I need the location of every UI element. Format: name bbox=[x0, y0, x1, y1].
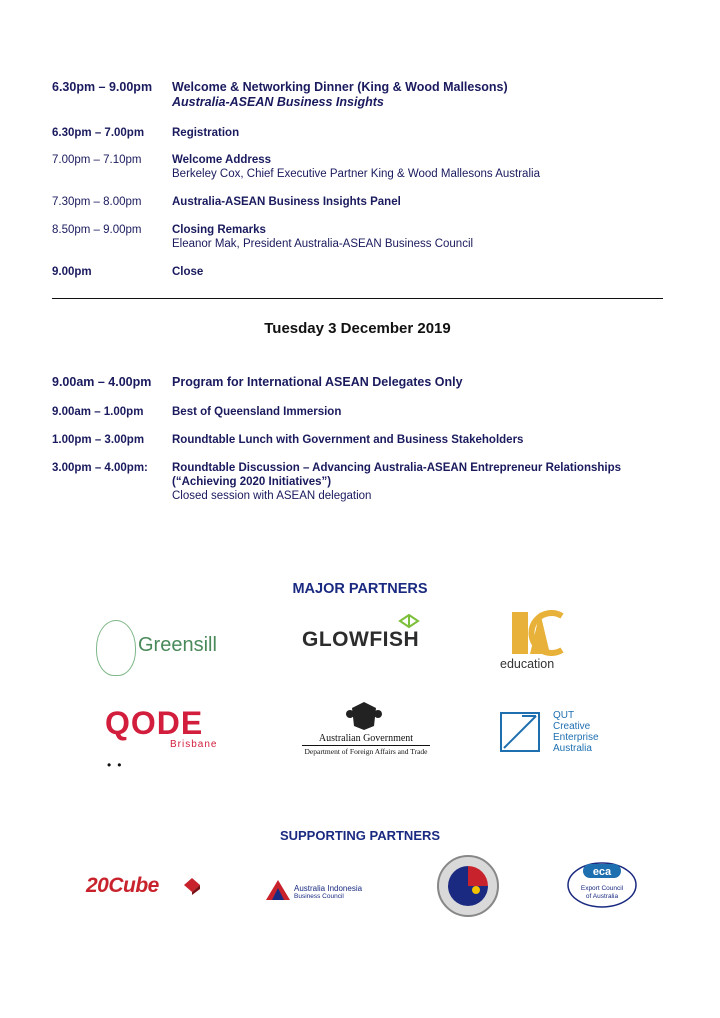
schedule-title: Best of Queensland Immersion bbox=[172, 406, 342, 418]
schedule-time: 7.00pm – 7.10pm bbox=[52, 154, 142, 166]
day-heading: Tuesday 3 December 2019 bbox=[264, 320, 451, 337]
20cube-logo: 20Cube bbox=[86, 874, 159, 897]
schedule-subtitle: Australia-ASEAN Business Insights bbox=[172, 95, 384, 109]
major-partners-heading: MAJOR PARTNERS bbox=[292, 581, 428, 597]
svg-text:eca: eca bbox=[592, 866, 612, 878]
schedule-time: 9.00am – 4.00pm bbox=[52, 375, 152, 389]
schedule-title: Australia-ASEAN Business Insights Panel bbox=[172, 196, 401, 208]
dots-decoration: •• bbox=[107, 758, 128, 772]
schedule-subtitle: Berkeley Cox, Chief Executive Partner King & Wood Mallesons Australia bbox=[172, 168, 540, 180]
greensill-logo: Greensill bbox=[138, 634, 217, 656]
australian-government-rule bbox=[302, 745, 430, 746]
aibc-logo-text: Australia Indonesia bbox=[294, 884, 363, 893]
qut-logo-text bbox=[553, 710, 599, 754]
svg-text:of Australia: of Australia bbox=[585, 893, 619, 900]
schedule-title: Roundtable Lunch with Government and Business Stakeholders bbox=[172, 434, 524, 446]
section-divider bbox=[52, 298, 663, 299]
qut-line: Creative bbox=[553, 721, 591, 732]
australian-government-crest-icon bbox=[344, 700, 384, 732]
schedule-subtitle: Closed session with ASEAN delegation bbox=[172, 490, 372, 502]
schedule-time: 1.00pm – 3.00pm bbox=[52, 434, 145, 446]
qut-logo-box bbox=[500, 712, 540, 752]
schedule-title: Welcome & Networking Dinner (King & Wood Mallesons) bbox=[172, 80, 508, 94]
australian-government-logo: Australian Government bbox=[318, 733, 414, 744]
qut-diagonal-icon bbox=[502, 714, 538, 750]
schedule-time: 3.00pm – 4.00pm: bbox=[52, 462, 148, 474]
bac-logo-icon bbox=[510, 610, 564, 656]
qut-line: QUT bbox=[553, 710, 575, 721]
schedule-time: 6.30pm – 9.00pm bbox=[52, 80, 153, 94]
glowfish-fish-icon bbox=[398, 612, 420, 630]
chamber-of-commerce-seal-icon bbox=[436, 854, 500, 918]
schedule-title: Close bbox=[172, 266, 204, 278]
dfat-logo-text: Department of Foreign Affairs and Trade bbox=[304, 747, 428, 756]
greensill-logo-mark bbox=[96, 620, 136, 676]
qut-line: Australia bbox=[553, 743, 592, 754]
schedule-title: Registration bbox=[172, 127, 240, 139]
glowfish-logo: GLOWFISH bbox=[302, 628, 420, 651]
schedule-time: 8.50pm – 9.00pm bbox=[52, 224, 142, 236]
supporting-partners-heading: SUPPORTING PARTNERS bbox=[279, 828, 441, 843]
schedule-title: Closing Remarks bbox=[172, 224, 266, 236]
schedule-title: Roundtable Discussion – Advancing Australia-ASEAN Entrepreneur Relationships bbox=[172, 462, 622, 474]
schedule-time: 7.30pm – 8.00pm bbox=[52, 196, 142, 208]
schedule-time: 9.00am – 1.00pm bbox=[52, 406, 144, 418]
schedule-title: Welcome Address bbox=[172, 154, 272, 166]
schedule-time: 6.30pm – 7.00pm bbox=[52, 127, 145, 139]
aibc-logo-icon bbox=[264, 878, 292, 902]
qut-line: Enterprise bbox=[553, 732, 599, 743]
qode-logo-sub: Brisbane bbox=[170, 739, 218, 750]
schedule-title: Program for International ASEAN Delegates Only bbox=[172, 375, 463, 389]
qode-logo: QODE bbox=[105, 705, 204, 741]
aibc-logo-sub: Business Council bbox=[294, 893, 344, 900]
schedule-title-line2: (“Achieving 2020 Initiatives”) bbox=[172, 476, 332, 488]
bac-logo-text: education bbox=[500, 657, 555, 671]
20cube-cube-icon bbox=[180, 875, 204, 895]
svg-text:Export Council: Export Council bbox=[580, 885, 624, 892]
schedule-subtitle: Eleanor Mak, President Australia-ASEAN Business Council bbox=[172, 238, 474, 250]
schedule-time: 9.00pm bbox=[52, 266, 92, 278]
export-council-logo-icon bbox=[565, 860, 639, 910]
